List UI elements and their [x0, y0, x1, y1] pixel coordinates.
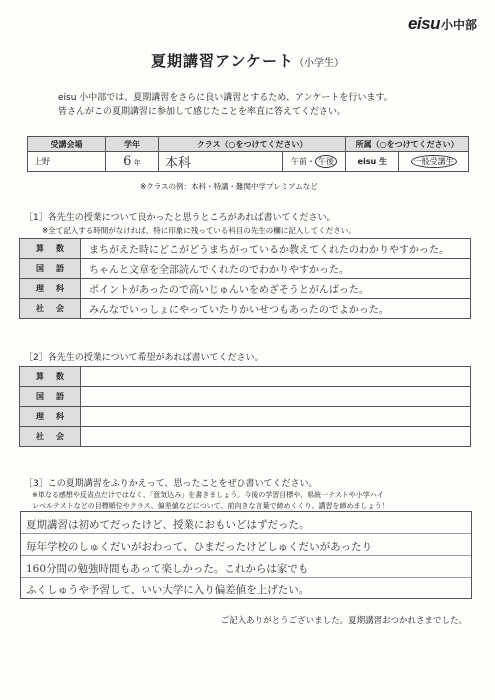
header-affiliation: 所属（○をつけてください）	[346, 137, 469, 152]
reflection-line-1: 夏期講習は初めてだったけど、授業におもいどはずだった。	[26, 519, 310, 531]
ruled-line	[21, 555, 471, 556]
time-am: 午前	[291, 157, 308, 166]
section1-table	[19, 238, 471, 319]
header-class: クラス（○をつけてください）	[159, 137, 346, 152]
header-grade: 学年	[106, 137, 159, 152]
class-value: 本科	[165, 156, 192, 171]
subject-social: 社会	[20, 299, 81, 319]
class-note: ※クラスの例：本科・特講・難関中学プレミアムなど	[140, 182, 318, 191]
section1-note: ※全て記入する時間がなければ、特に印象に残っている科目の先生の欄に記入してください。	[42, 226, 356, 235]
ruled-line	[21, 533, 471, 534]
subject-science: 理科	[20, 279, 81, 299]
subject-japanese: 国語	[20, 259, 81, 279]
answer-japanese[interactable]: ちゃんと文章を全部読んでくれたのでわかりやすかった。	[81, 259, 471, 279]
subject-math-2: 算数	[20, 367, 81, 387]
table-row	[20, 387, 471, 407]
wish-japanese[interactable]	[81, 387, 471, 407]
answer-social[interactable]: みんなでいっしょにやっていたりかいせつもあったのでよかった。	[81, 299, 471, 319]
subject-social-2: 社会	[20, 427, 81, 447]
wish-math[interactable]	[81, 367, 471, 387]
subject-math: 算数	[20, 239, 81, 259]
page-title	[0, 50, 495, 71]
grade-value: 6	[123, 154, 132, 169]
logo-sub: 小中部	[440, 18, 477, 32]
table-row	[20, 259, 471, 279]
footer-thanks: ご記入ありがとうございました。夏期講習おつかれさまでした。	[220, 616, 467, 626]
intro-text	[58, 91, 393, 119]
affil-eisu[interactable]: eisu 生	[346, 152, 399, 172]
wish-science[interactable]	[81, 407, 471, 427]
section3-heading: ［3］この夏期講習をふりかえって、思ったことをぜひ書いてください。	[24, 479, 318, 489]
table-row	[20, 279, 471, 299]
grade-cell[interactable]	[106, 152, 159, 172]
subject-science-2: 理科	[20, 407, 81, 427]
logo-brand: eisu	[407, 14, 440, 33]
answer-science[interactable]: ポイントがあったので高いじゅんいをめざそうとがんばった。	[81, 279, 471, 299]
table-row	[20, 407, 471, 427]
reflection-line-4: ふくしゅうや予習して、いい大学に入り偏差値を上げたい。	[26, 584, 310, 596]
affil-general-cell[interactable]	[399, 152, 469, 172]
eisu-logo	[385, 14, 477, 32]
affil-general-circled: 一般受講生	[411, 155, 457, 168]
subject-japanese-2: 国語	[20, 387, 81, 407]
table-row	[20, 239, 471, 259]
time-cell[interactable]: 午前・ 午後	[282, 152, 345, 172]
title-main: 夏期講習アンケート	[150, 52, 295, 70]
header-venue: 受講会場	[28, 137, 106, 152]
reflection-line-2: 毎年学校のしゅくだいがおわって、ひまだったけどしゅくだいがあったり	[26, 541, 373, 553]
reflection-box[interactable]	[20, 511, 472, 599]
section3-note-2: レベルテストなどの目標順位やクラス、偏差値などについて、前向きな言葉で締めくくり、講習を締めましょう！	[32, 502, 389, 510]
title-sub: （小学生）	[294, 58, 345, 69]
wish-social[interactable]	[81, 427, 471, 447]
section1-heading: ［1］各先生の授業について良かったと思うところがあれば書いてください。	[24, 213, 336, 223]
time-pm-circled: 午後	[315, 155, 337, 168]
venue-value[interactable]: 上野	[28, 152, 106, 172]
reflection-line-3: 160分間の勉強時間もあって楽しかった。これからは家でも	[26, 563, 309, 575]
info-table	[27, 136, 469, 172]
section3-note-1: ※単なる感想や反省点だけではなく、「意気込み」を書きましょう。今後の学習目標や、県統一テストや小学ハイ	[32, 491, 384, 499]
section2-table	[19, 366, 471, 447]
answer-math[interactable]: まちがえた時にどこがどうまちがっているか教えてくれたのわかりやすかった。	[81, 239, 471, 259]
section2-heading: ［2］各先生の授業について希望があれば書いてください。	[24, 353, 264, 363]
grade-unit: 年	[133, 159, 141, 167]
class-cell[interactable]	[159, 152, 283, 172]
table-row	[20, 367, 471, 387]
intro-line-1: eisu 小中部では、夏期講習をさらに良い講習とするため、アンケートを行います。	[58, 93, 393, 103]
table-row	[20, 427, 471, 447]
ruled-line	[21, 577, 471, 578]
table-row	[20, 299, 471, 319]
intro-line-2: 皆さんがこの夏期講習に参加して感じたことを率直に答えてください。	[58, 107, 347, 117]
